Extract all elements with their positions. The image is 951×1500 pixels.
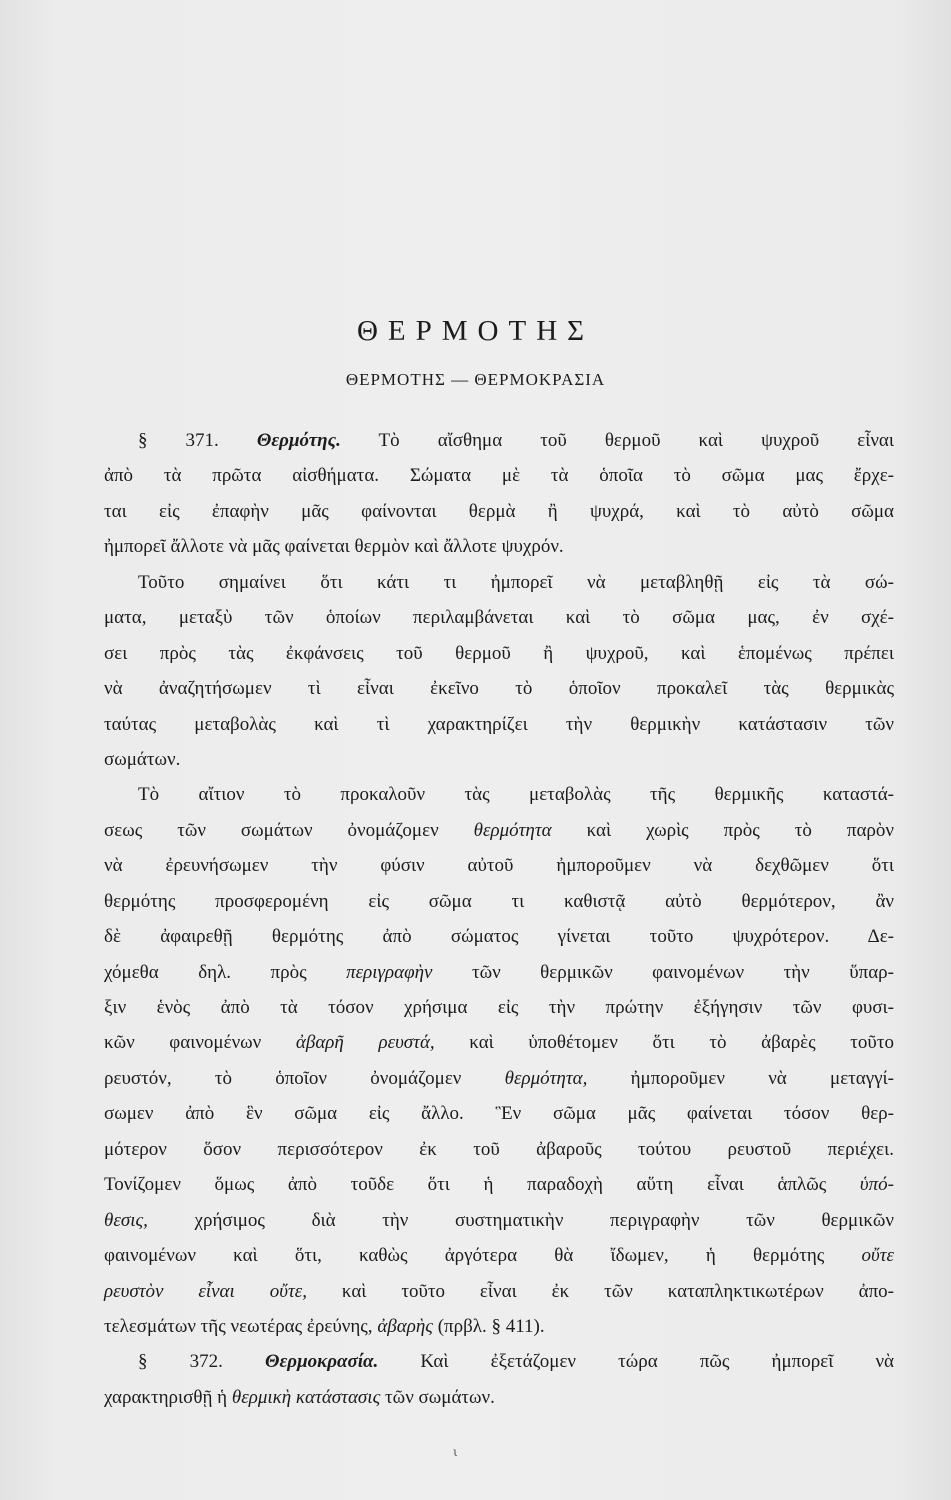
text-run: Τοῦτο σημαίνει ὅτι κάτι τι ἠμπορεῖ νὰ μεταβληθῇ εἰς τὰ σώ- [138, 571, 894, 593]
text-line [104, 1167, 894, 1202]
text-line [104, 1025, 894, 1060]
text-run: σωμάτων. [104, 748, 181, 770]
text-run: θερμότης προσφερομένη εἰς σῶμα τι καθιστᾷ αὐτὸ θερμότερον, ἂν [104, 890, 894, 912]
text-run: τελεσμάτων τῆς νεωτέρας ἐρεύνης, [104, 1315, 378, 1337]
emphasized-text: θεσις, [104, 1209, 148, 1231]
text-line [104, 777, 894, 812]
text-line [104, 990, 894, 1025]
section-heading: Θερμοκρασία. [264, 1351, 379, 1373]
chapter-title: ΘΕΡΜΟΤΗΣ [356, 315, 595, 348]
text-run: Καὶ ἐξετάζομεν τώρα πῶς ἠμπορεῖ νὰ [378, 1351, 894, 1373]
text-line [104, 813, 894, 848]
text-run: σεως τῶν σωμάτων ὀνομάζομεν [104, 819, 474, 841]
text-run: ταύτας μεταβολὰς καὶ τὶ χαρακτηρίζει τὴν θερμικὴν κατάστασιν τῶν [104, 713, 894, 735]
text-run: Τονίζομεν ὅμως ἀπὸ τοῦδε ὅτι ἡ παραδοχὴ αὕτη εἶναι ἁπλῶς [104, 1174, 860, 1196]
text-line [104, 671, 894, 706]
text-run: νὰ ἐρευνήσωμεν τὴν φύσιν αὐτοῦ ἠμποροῦμεν νὰ δεχθῶμεν ὅτι [104, 855, 894, 877]
text-run: χαρακτηρισθῇ ἡ [104, 1386, 232, 1408]
text-line [104, 529, 894, 564]
text-line [104, 1238, 894, 1273]
text-run: χόμεθα δηλ. πρὸς [104, 961, 347, 983]
text-line [104, 884, 894, 919]
text-line [104, 1061, 894, 1096]
page-mark: ι [453, 1445, 458, 1459]
text-run: καὶ τοῦτο εἶναι ἐκ τῶν καταπληκτικωτέρων ἀπο- [307, 1280, 894, 1302]
text-run: καὶ χωρὶς πρὸς τὸ παρὸν [551, 819, 894, 841]
text-run: ται εἰς ἐπαφὴν μᾶς φαίνονται θερμὰ ἢ ψυχρά, καὶ τὸ αὐτὸ σῶμα [104, 500, 894, 522]
emphasized-text: ρευστὸν εἶναι οὔτε, [104, 1280, 307, 1302]
text-line [104, 636, 894, 671]
emphasized-text: ἀβαρὴς [377, 1315, 433, 1337]
text-line [104, 565, 894, 600]
text-line [104, 1132, 894, 1167]
text-line [104, 1380, 894, 1415]
emphasized-text: θερμικὴ κατάστασις [231, 1386, 381, 1408]
text-run: χρήσιμος διὰ τὴν συστηματικὴν περιγραφὴν τῶν θερμικῶν [147, 1209, 894, 1231]
text-run: δὲ ἀφαιρεθῇ θερμότης ἀπὸ σώματος γίνεται τοῦτο ψυχρότερον. Δε- [104, 926, 894, 948]
text-line [104, 1309, 894, 1344]
text-run: καὶ ὑποθέτομεν ὅτι τὸ ἀβαρὲς τοῦτο [434, 1032, 894, 1054]
text-run: Τὸ αἴτιον τὸ προκαλοῦν τὰς μεταβολὰς τῆς θερμικῆς καταστά- [138, 784, 894, 806]
emphasized-text: θερμότητα [473, 819, 552, 841]
text-line [104, 423, 894, 458]
text-run: κῶν φαινομένων [104, 1032, 296, 1054]
text-line [104, 919, 894, 954]
text-line [104, 1096, 894, 1131]
text-line [104, 1344, 894, 1379]
text-run: (πρβλ. § 411). [432, 1315, 545, 1337]
text-run: νὰ ἀναζητήσωμεν τὶ εἶναι ἐκεῖνο τὸ ὁποῖον προκαλεῖ τὰς θερμικὰς [104, 678, 894, 700]
text-line [104, 707, 894, 742]
text-run: φαινομένων καὶ ὅτι, καθὼς ἀργότερα θὰ ἴδωμεν, ἡ θερμότης [104, 1245, 862, 1267]
text-run: ξιν ἑνὸς ἀπὸ τὰ τόσον χρήσιμα εἰς τὴν πρώτην ἐξήγησιν τῶν φυσι- [104, 997, 894, 1018]
text-run: ἀπὸ τὰ πρῶτα αἰσθήματα. Σώματα μὲ τὰ ὁποῖα τὸ σῶμα μας ἔρχε- [104, 465, 894, 487]
text-run: σωμεν ἀπὸ ἓν σῶμα εἰς ἄλλο. Ἓν σῶμα μᾶς φαίνεται τόσον θερ- [104, 1103, 894, 1125]
text-line [104, 955, 894, 990]
text-run: τῶν σωμάτων. [380, 1386, 495, 1408]
text-run: μότερον ὅσον περισσότερον ἐκ τοῦ ἀβαροῦς τούτου ρευστοῦ περιέχει. [104, 1138, 894, 1160]
text-run: Τὸ αἴσθημα τοῦ θερμοῦ καὶ ψυχροῦ εἶναι [340, 430, 894, 451]
section-heading: Θερμότης. [256, 430, 341, 451]
emphasized-text: περιγραφὴν [346, 961, 433, 983]
text-run: ἠμπορεῖ ἄλλοτε νὰ μᾶς φαίνεται θερμὸν καὶ ἄλλοτε ψυχρόν. [104, 536, 564, 558]
text-run: ματα, μεταξὺ τῶν ὁποίων περιλαμβάνεται καὶ τὸ σῶμα μας, ἐν σχέ- [104, 607, 894, 629]
emphasized-text: ἀβαρῆ ρευστά, [295, 1032, 435, 1054]
text-line [104, 848, 894, 883]
text-line [104, 494, 894, 529]
body-text [104, 423, 894, 1415]
text-line [104, 1203, 894, 1238]
text-run: σει πρὸς τὰς ἐκφάνσεις τοῦ θερμοῦ ἢ ψυχροῦ, καὶ ἑπομένως πρέπει [104, 642, 894, 664]
text-run: ἠμποροῦμεν νὰ μεταγγί- [587, 1067, 894, 1089]
text-line [104, 1274, 894, 1309]
text-run: § 372. [138, 1351, 265, 1373]
text-run: τῶν θερμικῶν φαινομένων τὴν ὕπαρ- [432, 961, 894, 983]
text-line [104, 600, 894, 635]
emphasized-text: ὑπό- [859, 1174, 894, 1196]
emphasized-text: οὔτε [861, 1245, 894, 1267]
emphasized-text: θερμότητα, [504, 1067, 588, 1089]
text-run: ρευστόν, τὸ ὁποῖον ὀνομάζομεν [104, 1067, 505, 1089]
text-line [104, 742, 894, 777]
text-line [104, 458, 894, 493]
text-run: § 371. [138, 430, 257, 451]
chapter-subtitle: ΘΕΡΜΟΤΗΣ — ΘΕΡΜΟΚΡΑΣΙΑ [345, 370, 606, 389]
